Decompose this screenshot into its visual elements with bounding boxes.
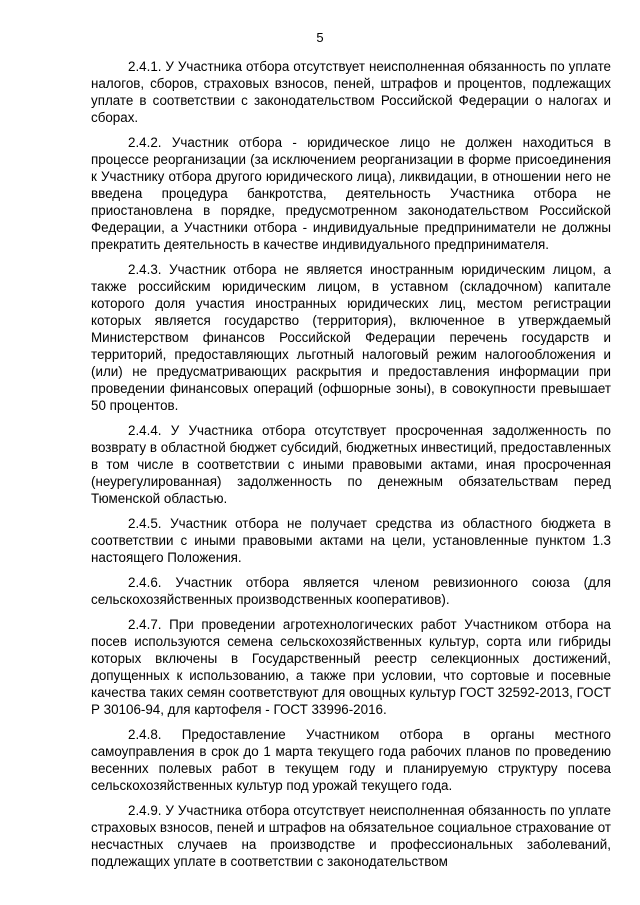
paragraph-2-4-6: 2.4.6. Участник отбора является членом ревизионного союза (для сельскохозяйственных производственных кооперативов). bbox=[91, 575, 611, 607]
paragraph-2-4-5: 2.4.5. Участник отбора не получает средства из областного бюджета в соответствии с иными правовыми актами на цели, установленные пунктом 1.3 настоящего Положения. bbox=[91, 516, 611, 565]
paragraph-2-4-2: 2.4.2. Участник отбора - юридическое лицо не должен находиться в процессе реорганизации (за исключением реорганизации в форме присоединения к Участнику отбора другого юридического лица), ликвидации, в отношении него не введена процедура банкротства, деятельность Участника отбора не приостановлена в порядке, предусмотренном законодательством Российской Федерации, а Участники отбора - индивидуальные предприниматели не должны прекратить деятельность в качестве индивидуального предпринимателя. bbox=[91, 135, 611, 252]
paragraph-2-4-1: 2.4.1. У Участника отбора отсутствует неисполненная обязанность по уплате налогов, сборов, страховых взносов, пеней, штрафов и процентов, подлежащих уплате в соответствии с законодательством Российской Федерации о налогах и сборах. bbox=[91, 59, 611, 125]
paragraph-2-4-3: 2.4.3. Участник отбора не является иностранным юридическим лицом, а также российским юридическим лицом, в уставном (складочном) капитале которого доля участия иностранных юридических лиц, местом регистрации которых является государство (территория), включенное в утверждаемый Министерством финансов Российской Федерации перечень государств и территорий, предоставляющих льготный налоговый режим налогообложения и (или) не предусматривающих раскрытия и предоставления информации при проведении финансовых операций (офшорные зоны), в совокупности превышает 50 процентов. bbox=[91, 262, 611, 413]
paragraph-2-4-4: 2.4.4. У Участника отбора отсутствует просроченная задолженность по возврату в областной бюджет субсидий, бюджетных инвестиций, предоставленных в том числе в соответствии с иными правовыми актами, иная просроченная (неурегулированная) задолженность по денежным обязательствам перед Тюменской областью. bbox=[91, 423, 611, 506]
paragraph-2-4-8: 2.4.8. Предоставление Участником отбора в органы местного самоуправления в срок до 1 марта текущего года рабочих планов по проведению весенних полевых работ в текущем году и планируемую структуру посева сельскохозяйственных культур под урожай текущего года. bbox=[91, 727, 611, 793]
paragraph-2-4-7: 2.4.7. При проведении агротехнологических работ Участником отбора на посев используются семена сельскохозяйственных культур, сорта или гибриды которых включены в Государственный реестр селекционных достижений, допущенных к использованию, а также при условии, что сортовые и посевные качества таких семян соответствуют для овощных культур ГОСТ 32592-2013, ГОСТ Р 30106-94, для картофеля - ГОСТ 33996-2016. bbox=[91, 617, 611, 717]
document-body bbox=[91, 58, 611, 878]
paragraph-2-4-9: 2.4.9. У Участника отбора отсутствует неисполненная обязанность по уплате страховых взносов, пеней и штрафов на обязательное социальное страхование от несчастных случаев на производстве и профессиональных заболеваний, подлежащих уплате в соответствии с законодательством bbox=[91, 803, 611, 869]
page-number: 5 bbox=[316, 30, 324, 45]
